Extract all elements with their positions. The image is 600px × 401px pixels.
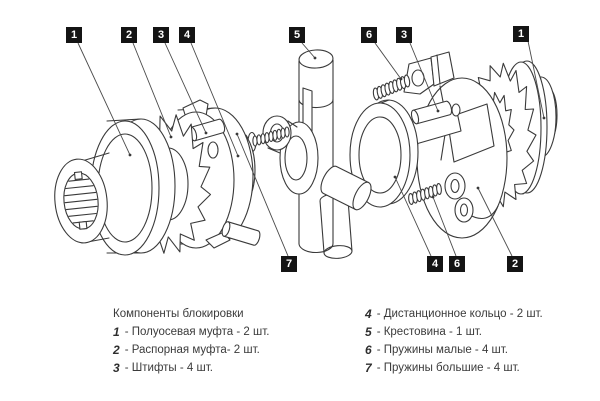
legend-item-1-text: - Полуосевая муфта - 2 шт.	[124, 326, 270, 338]
legend-item-6-number: 6	[365, 343, 372, 357]
callout-big-spring: 7	[281, 256, 297, 272]
legend-item-2-text: - Распорная муфта- 2 шт.	[124, 344, 260, 356]
legend-item-2-number: 2	[113, 343, 120, 357]
legend-item-3-text: - Штифты - 4 шт.	[124, 362, 213, 374]
legend-item-7-text: - Пружины большие - 4 шт.	[376, 362, 520, 374]
callout-spider: 5	[289, 27, 305, 43]
legend-column-left	[113, 305, 269, 377]
callout-small-spring-top: 6	[361, 27, 377, 43]
legend-item-7	[365, 359, 543, 377]
callout-pin-left: 3	[153, 27, 169, 43]
legend-item-5-text: - Крестовина - 1 шт.	[376, 326, 482, 338]
legend-item-5-number: 5	[365, 325, 372, 339]
legend-item-1-number: 1	[113, 325, 120, 339]
callout-axle-coupling-right: 1	[513, 26, 529, 42]
legend-item-4-number: 4	[365, 307, 372, 321]
legend-item-2	[113, 341, 269, 359]
legend-item-6	[365, 341, 543, 359]
legend-item-1	[113, 323, 269, 341]
callout-pin-right: 3	[396, 27, 412, 43]
legend-item-3	[113, 359, 269, 377]
legend-item-3-number: 3	[113, 361, 120, 375]
legend-column-right	[365, 305, 543, 377]
axle-coupling-left	[51, 119, 175, 255]
legend-item-7-number: 7	[365, 361, 372, 375]
callout-spacer-ring-right: 4	[427, 256, 443, 272]
legend-title: Компоненты блокировки	[113, 308, 244, 320]
callout-axle-coupling-left: 1	[66, 27, 82, 43]
callout-spacer-coupling-right: 2	[507, 256, 523, 272]
legend-item-4-text: - Дистанционное кольцо - 2 шт.	[376, 308, 543, 320]
callout-spacer-coupling-left: 2	[121, 27, 137, 43]
callout-spacer-ring-left: 4	[179, 27, 195, 43]
legend-item-6-text: - Пружины малые - 4 шт.	[376, 344, 508, 356]
callout-small-spring-bottom: 6	[449, 256, 465, 272]
small-spring-top	[373, 75, 411, 101]
legend-item-4	[365, 305, 543, 323]
legend-item-5	[365, 323, 543, 341]
